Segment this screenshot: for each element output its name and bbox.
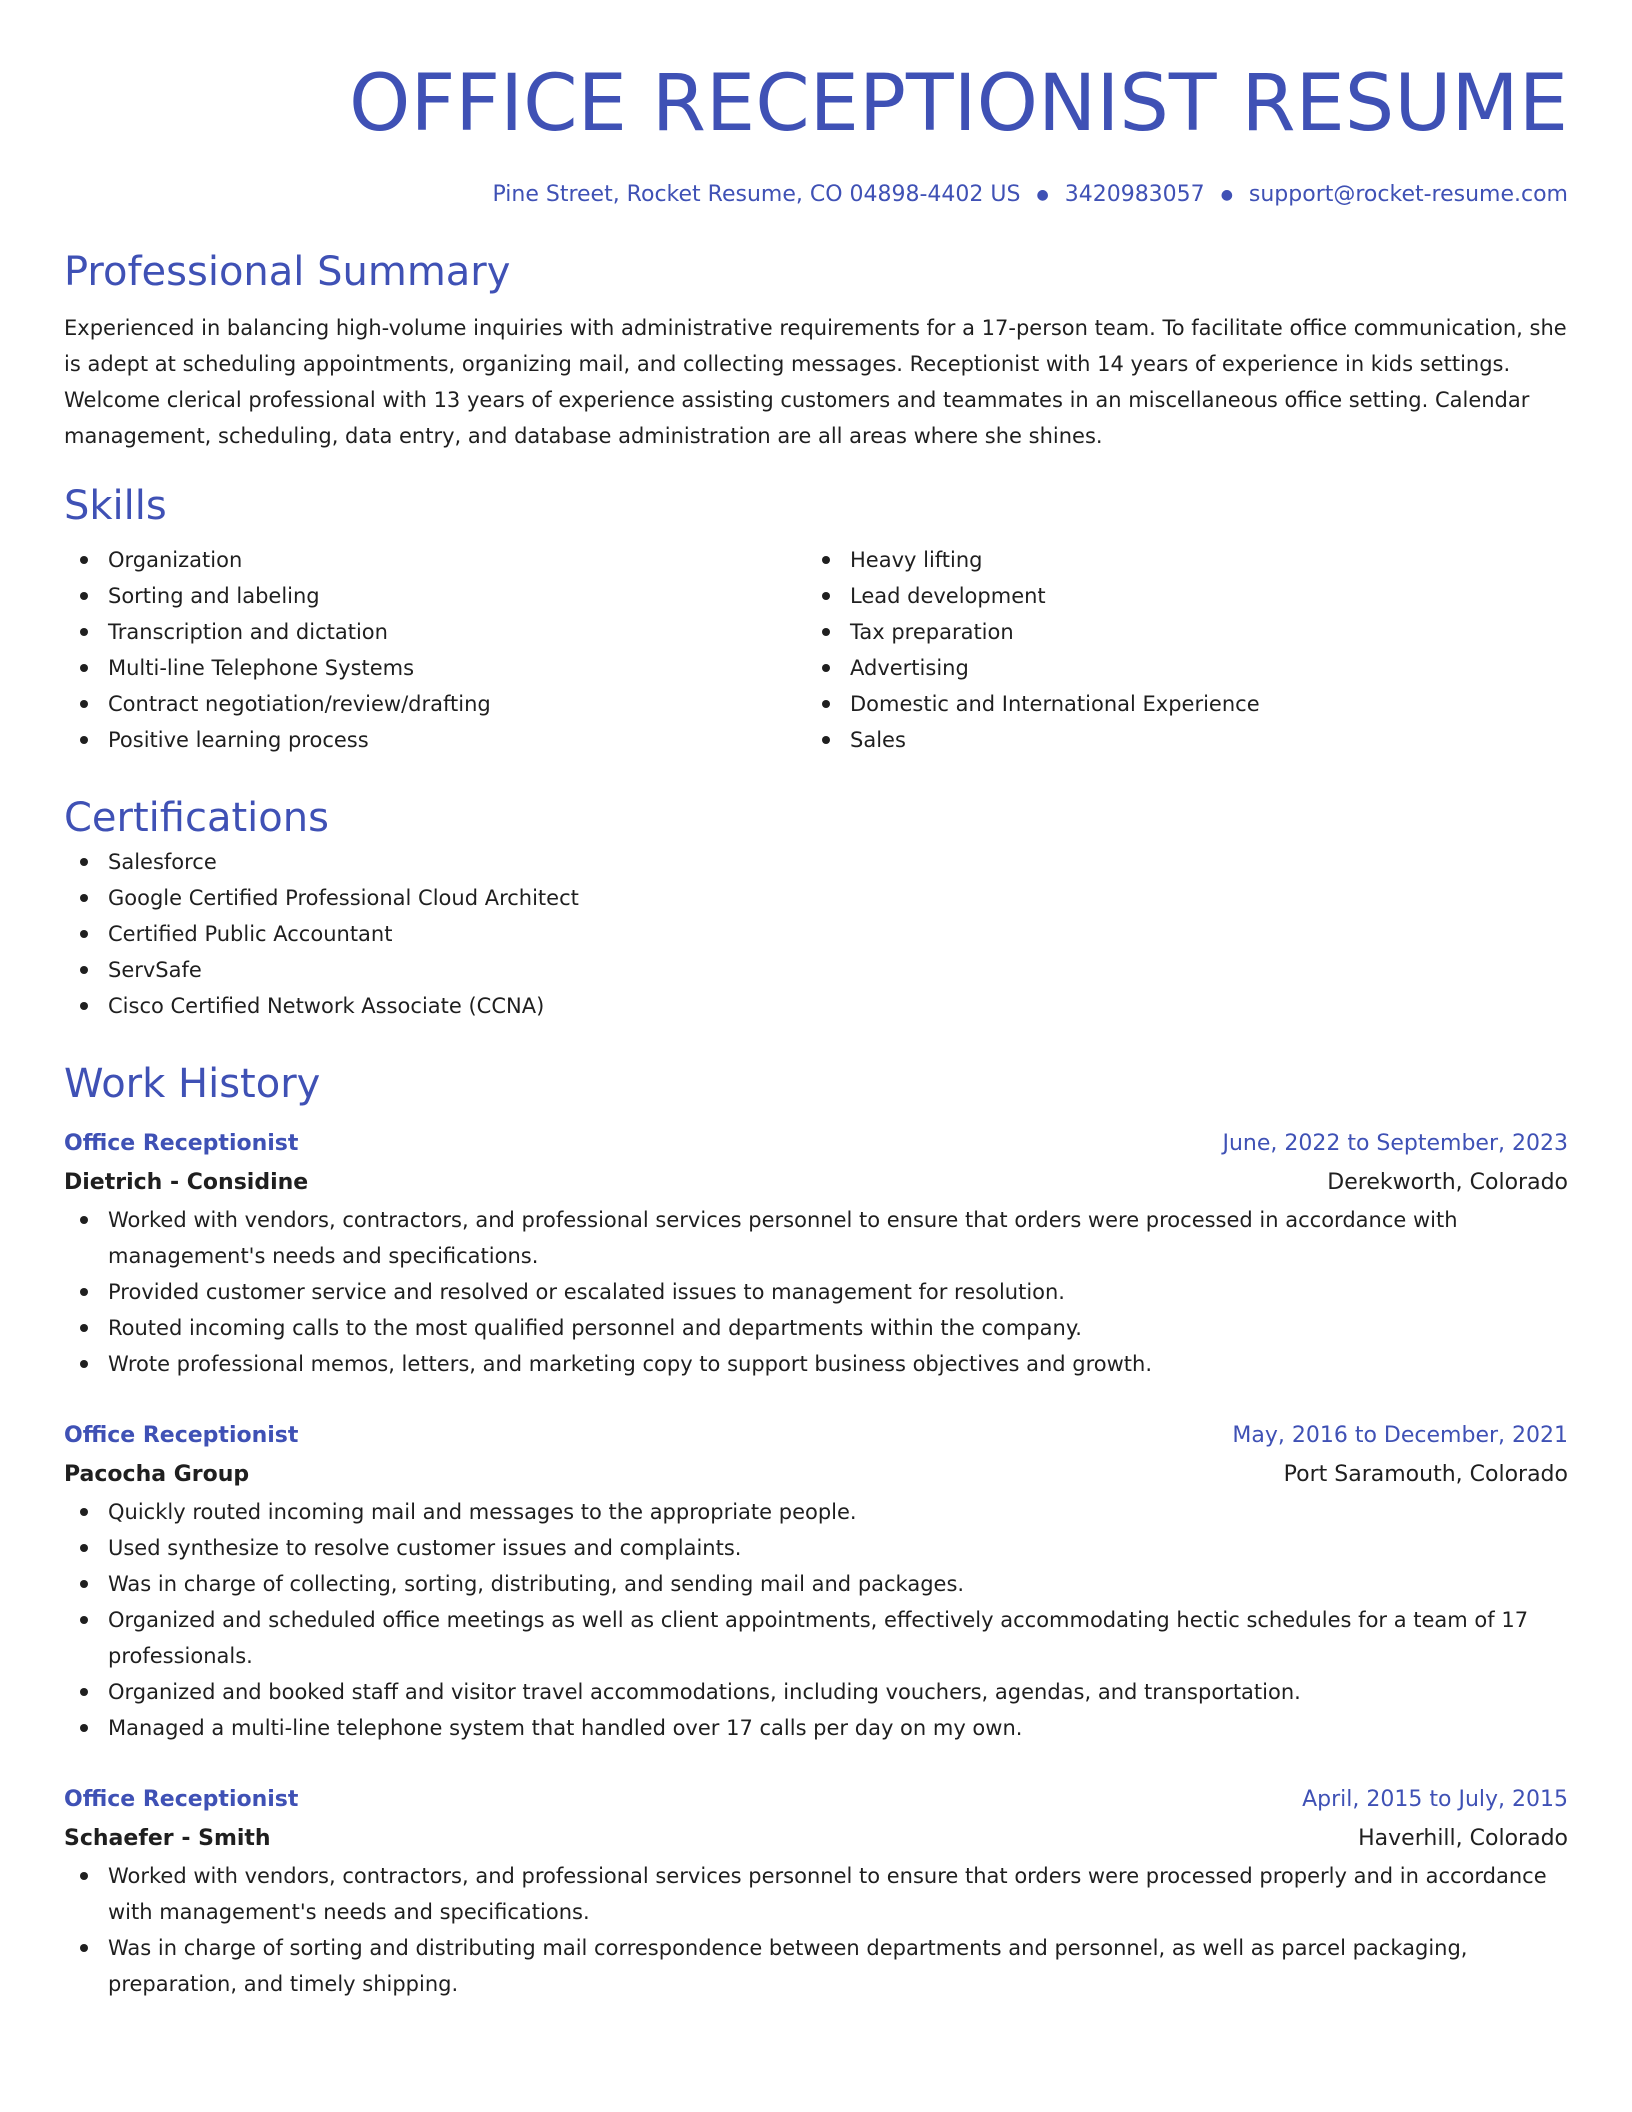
bullet-icon (822, 628, 830, 636)
bullet-icon (80, 1002, 88, 1010)
resume-page (64, 0, 1568, 2002)
job-bullet: Used synthesize to resolve customer issues and complaints. (64, 1530, 1568, 1566)
summary-text: Experienced in balancing high-volume inquiries with administrative requirements for a 17-person team. To facilitate office communication, she is adept at scheduling appointments, organizing mail, and collecting messages. Receptionist with 14 years of experience in kids settings. Welcome clerical professional with 13 years of experience assisting customers and teammates in an miscellaneous office setting. Calendar management, scheduling, data entry, and database administration are all areas where she shines. (64, 316, 1567, 448)
bullet-icon (80, 858, 88, 866)
bullet-icon (822, 736, 830, 744)
job-bullet: Worked with vendors, contractors, and professional services personnel to ensure that orders were processed in accordance with management's needs and specifications. (64, 1202, 1568, 1274)
skills-heading: Skills (64, 483, 167, 529)
job-location: Port Saramouth, Colorado (1283, 1462, 1568, 1487)
bullet-icon (80, 1544, 88, 1552)
bullet-icon (822, 592, 830, 600)
skill-item: Lead development (806, 578, 1548, 614)
job-bullets (64, 1494, 1568, 1746)
bullet-icon (80, 1580, 88, 1588)
skill-item: Sorting and labeling (64, 578, 806, 614)
bullet-icon (80, 664, 88, 672)
bullet-icon (80, 1688, 88, 1696)
contact-email[interactable]: support@rocket-resume.com (1248, 182, 1568, 207)
job-title: Office Receptionist (64, 1131, 299, 1156)
bullet-icon (80, 966, 88, 974)
job-company: Pacocha Group (64, 1462, 250, 1487)
bullet-icon (80, 1616, 88, 1624)
job-bullet: Managed a multi-line telephone system that handled over 17 calls per day on my own. (64, 1710, 1568, 1746)
bullet-icon (80, 628, 88, 636)
bullet-icon (80, 930, 88, 938)
bullet-icon (822, 556, 830, 564)
job-bullet: Quickly routed incoming mail and messages to the appropriate people. (64, 1494, 1568, 1530)
skills-grid (64, 542, 1568, 758)
separator-bullet: ● (1220, 187, 1233, 203)
bullet-icon (80, 556, 88, 564)
bullet-icon (822, 700, 830, 708)
job-company: Schaefer - Smith (64, 1826, 271, 1851)
summary-heading: Professional Summary (64, 249, 511, 295)
job-bullet: Routed incoming calls to the most qualified personnel and departments within the company. (64, 1310, 1568, 1346)
skills-column-right (806, 542, 1548, 758)
certification-item: Salesforce (64, 844, 1568, 880)
certifications-heading: Certifications (64, 795, 329, 841)
job-title: Office Receptionist (64, 1787, 299, 1812)
skill-item: Transcription and dictation (64, 614, 806, 650)
job-bullet: Organized and booked staff and visitor travel accommodations, including vouchers, agendas, and transportation. (64, 1674, 1568, 1710)
job-entry (64, 1124, 1568, 1382)
job-dates: June, 2022 to September, 2023 (1222, 1131, 1568, 1156)
job-bullets (64, 1858, 1568, 2002)
separator-bullet: ● (1036, 187, 1049, 203)
job-bullet: Provided customer service and resolved or escalated issues to management for resolution. (64, 1274, 1568, 1310)
certification-item: Google Certified Professional Cloud Architect (64, 880, 1568, 916)
job-bullet: Organized and scheduled office meetings as well as client appointments, effectively accommodating hectic schedules for a team of 17 professionals. (64, 1602, 1568, 1674)
bullet-icon (80, 1724, 88, 1732)
bullet-icon (80, 1216, 88, 1224)
skill-item: Positive learning process (64, 722, 806, 758)
certification-item: Certified Public Accountant (64, 916, 1568, 952)
skill-item: Organization (64, 542, 806, 578)
job-location: Haverhill, Colorado (1358, 1826, 1568, 1851)
bullet-icon (80, 1324, 88, 1332)
job-bullet: Was in charge of collecting, sorting, distributing, and sending mail and packages. (64, 1566, 1568, 1602)
skill-item: Advertising (806, 650, 1548, 686)
bullet-icon (80, 1872, 88, 1880)
skill-item: Tax preparation (806, 614, 1548, 650)
bullet-icon (80, 1360, 88, 1368)
job-bullet: Worked with vendors, contractors, and professional services personnel to ensure that orders were processed properly and in accordance with management's needs and specifications. (64, 1858, 1568, 1930)
job-dates: May, 2016 to December, 2021 (1232, 1423, 1568, 1448)
bullet-icon (80, 592, 88, 600)
skill-item: Multi-line Telephone Systems (64, 650, 806, 686)
bullet-icon (80, 894, 88, 902)
job-title: Office Receptionist (64, 1423, 299, 1448)
work-history-heading: Work History (64, 1061, 321, 1107)
resume-name: OFFICE RECEPTIONIST RESUME (349, 59, 1568, 149)
bullet-icon (80, 1944, 88, 1952)
skill-item: Heavy lifting (806, 542, 1548, 578)
bullet-icon (80, 736, 88, 744)
contact-address: Pine Street, Rocket Resume, CO 04898-4402 US (492, 182, 1021, 207)
certification-item: Cisco Certified Network Associate (CCNA) (64, 988, 1568, 1024)
bullet-icon (80, 1508, 88, 1516)
job-location: Derekworth, Colorado (1327, 1170, 1568, 1195)
job-bullet: Was in charge of sorting and distributing mail correspondence between departments and personnel, as well as parcel packaging, preparation, and timely shipping. (64, 1930, 1568, 2002)
job-entry (64, 1780, 1568, 2002)
skills-column-left (64, 542, 806, 758)
certification-item: ServSafe (64, 952, 1568, 988)
skill-item: Contract negotiation/review/drafting (64, 686, 806, 722)
bullet-icon (822, 664, 830, 672)
certifications-list (64, 844, 1568, 1024)
job-company: Dietrich - Considine (64, 1170, 309, 1195)
contact-phone: 3420983057 (1064, 182, 1205, 207)
job-dates: April, 2015 to July, 2015 (1302, 1787, 1568, 1812)
skill-item: Sales (806, 722, 1548, 758)
job-entry (64, 1416, 1568, 1746)
skill-item: Domestic and International Experience (806, 686, 1548, 722)
job-bullet: Wrote professional memos, letters, and marketing copy to support business objectives and growth. (64, 1346, 1568, 1382)
bullet-icon (80, 700, 88, 708)
resume-header (64, 0, 1568, 210)
contact-line (64, 180, 1568, 210)
job-bullets (64, 1202, 1568, 1382)
bullet-icon (80, 1288, 88, 1296)
